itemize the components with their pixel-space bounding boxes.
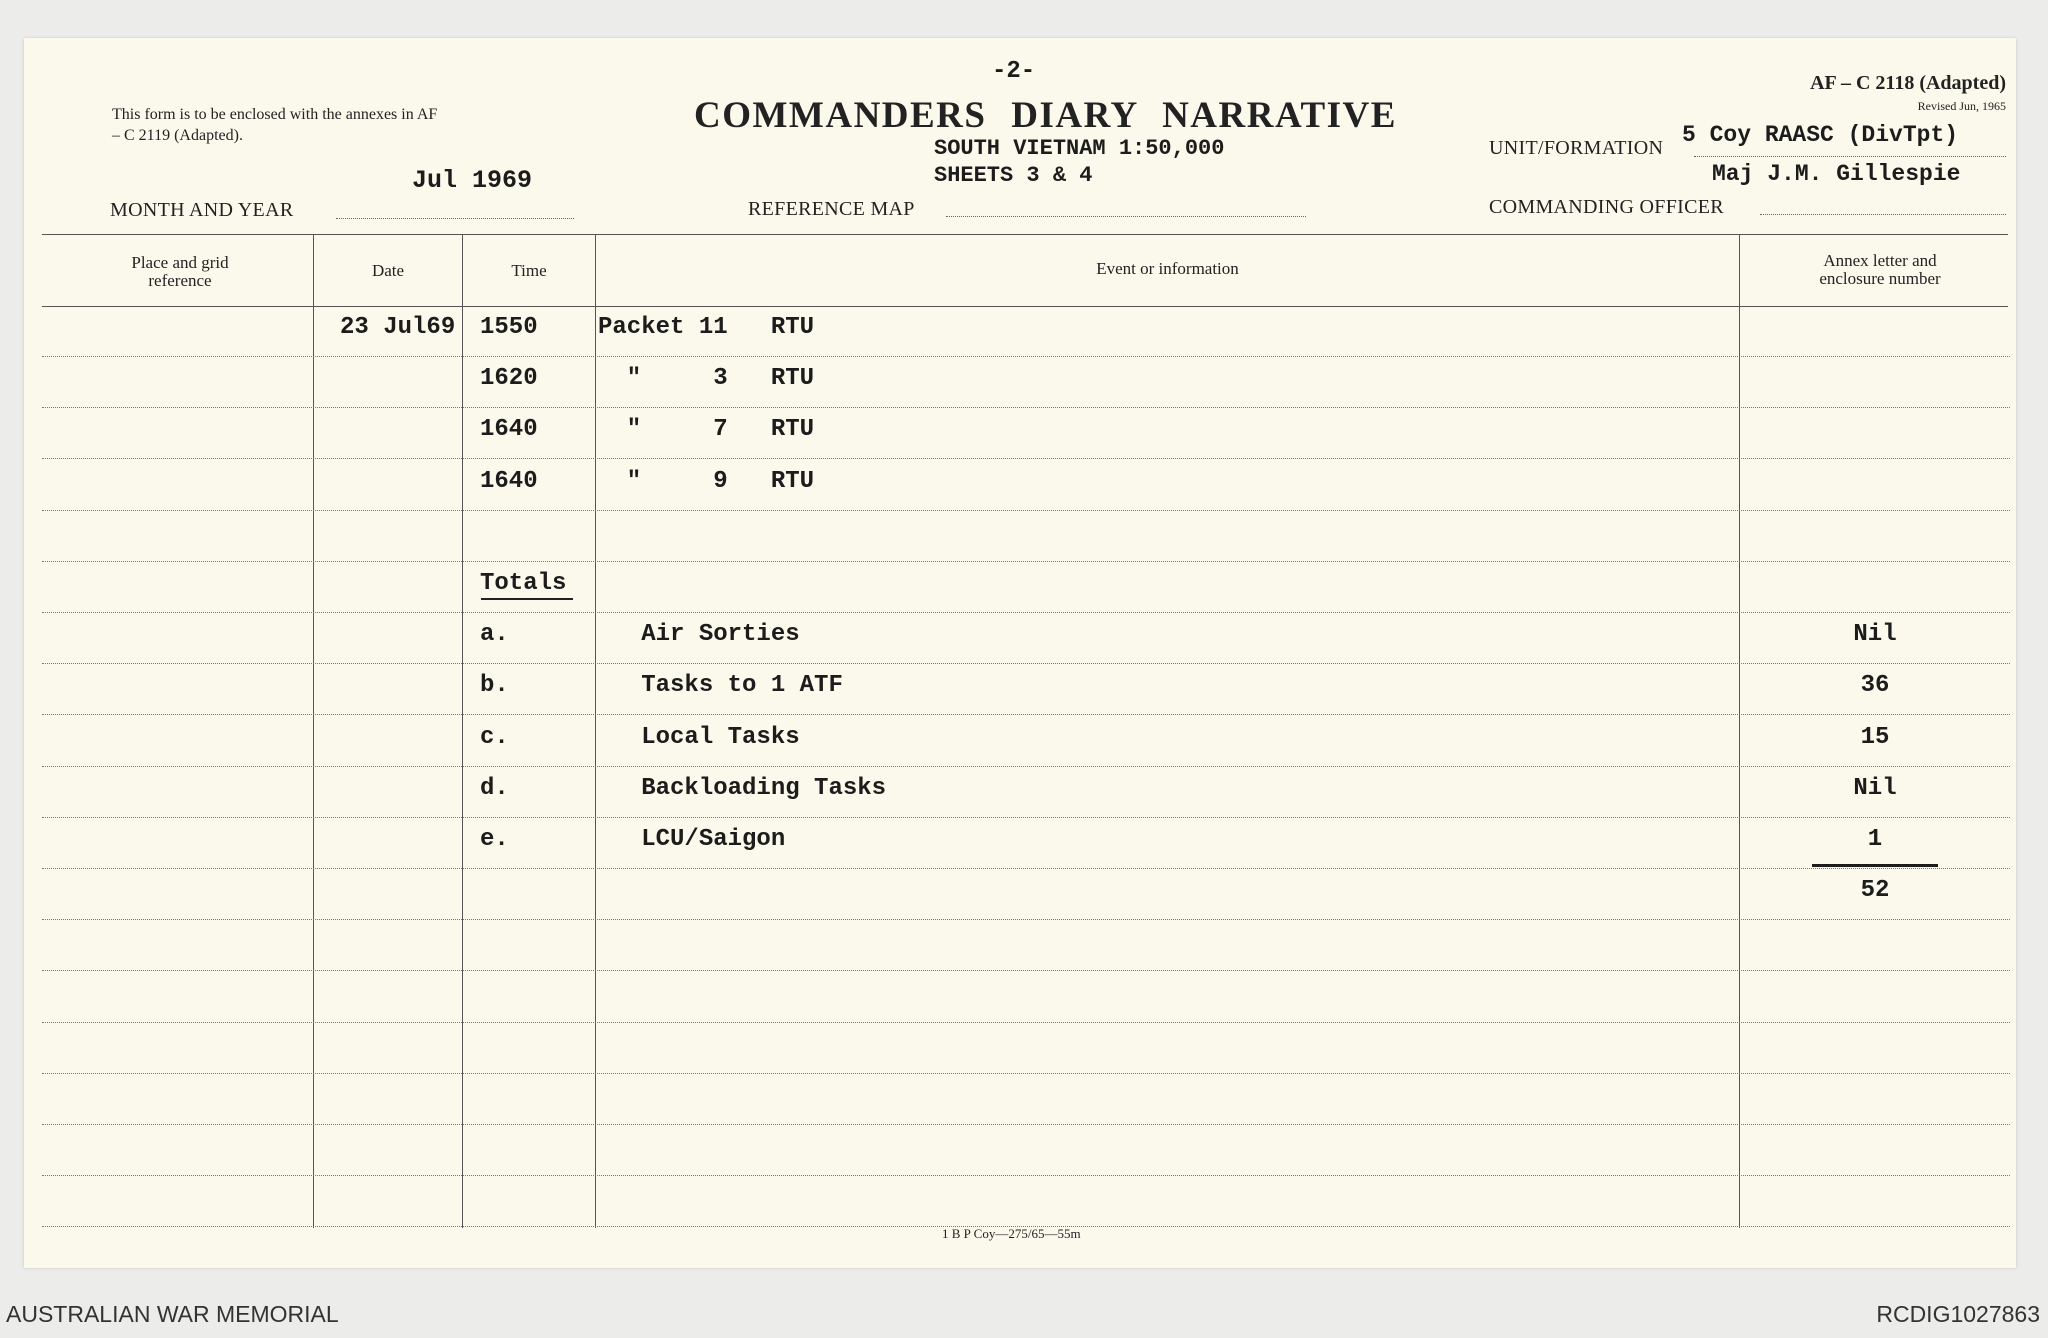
- row-rule: [42, 1124, 2010, 1125]
- row-event: Packet 11 RTU: [598, 314, 815, 341]
- row-time: d.: [480, 775, 509, 802]
- form-note: This form is to be enclosed with the annexes in AF – C 2119 (Adapted).: [112, 106, 438, 144]
- table-top-rule: [42, 234, 2008, 235]
- co-line: [1760, 214, 2006, 215]
- co-value: Maj J.M. Gillespie: [1712, 161, 1961, 187]
- row-rule: [42, 356, 2010, 357]
- form-title: COMMANDERS DIARY NARRATIVE: [694, 95, 1397, 136]
- row-time: b.: [480, 672, 509, 699]
- column-header-event: Event or information: [1096, 259, 1239, 278]
- row-rule: [42, 868, 2010, 869]
- reference-map-line2: SHEETS 3 & 4: [934, 163, 1093, 188]
- row-event: " 7 RTU: [598, 416, 815, 443]
- column-header-place: Place and grid reference: [131, 253, 229, 290]
- column-header-annex: Annex letter and enclosure number: [1819, 251, 1941, 288]
- row-event: " 9 RTU: [598, 468, 815, 495]
- row-time: a.: [480, 621, 509, 648]
- row-time: 1640: [480, 416, 538, 443]
- month-year-value: Jul 1969: [412, 166, 533, 195]
- row-event: Backloading Tasks: [598, 775, 887, 802]
- row-rule: [42, 612, 2010, 613]
- row-annex: 36: [1860, 672, 1890, 699]
- reference-map-line1: SOUTH VIETNAM 1:50,000: [934, 136, 1225, 161]
- row-event: " 3 RTU: [598, 365, 815, 392]
- form-revised: Revised Jun, 1965: [1917, 99, 2006, 113]
- table-header-rule: [42, 306, 2008, 307]
- page-number: -2-: [992, 58, 1036, 85]
- co-label: COMMANDING OFFICER: [1489, 196, 1724, 218]
- form-sheet: [24, 38, 2016, 1268]
- column-header-time: Time: [511, 261, 547, 280]
- row-rule: [42, 561, 2010, 562]
- row-time: 1550: [480, 314, 538, 341]
- row-rule: [42, 714, 2010, 715]
- row-rule: [42, 407, 2010, 408]
- unit-label: UNIT/FORMATION: [1489, 137, 1664, 159]
- row-rule: [42, 1175, 2010, 1176]
- column-divider-date: [313, 234, 314, 1228]
- row-annex: 1: [1867, 826, 1883, 853]
- row-rule: [42, 970, 2010, 971]
- row-date: 23 Jul69: [340, 314, 456, 341]
- row-annex: Nil: [1853, 775, 1897, 802]
- column-header-date: Date: [371, 261, 405, 280]
- row-annex: 52: [1860, 877, 1890, 904]
- row-rule: [42, 1073, 2010, 1074]
- row-time: 1620: [480, 365, 538, 392]
- column-divider-event: [595, 234, 596, 1228]
- sum-rule: [1812, 864, 1938, 867]
- row-event: Tasks to 1 ATF: [598, 672, 843, 699]
- reference-map-line: [946, 216, 1306, 217]
- row-annex: Nil: [1853, 621, 1897, 648]
- reference-map-label: REFERENCE MAP: [748, 198, 915, 220]
- row-rule: [42, 766, 2010, 767]
- row-rule: [42, 458, 2010, 459]
- unit-value: 5 Coy RAASC (DivTpt): [1682, 122, 1959, 148]
- row-rule: [42, 1022, 2010, 1023]
- printer-imprint: 1 B P Coy—275/65—55m: [942, 1226, 1081, 1241]
- row-rule: [42, 663, 2010, 664]
- row-time: e.: [480, 826, 509, 853]
- archive-source: AUSTRALIAN WAR MEMORIAL: [6, 1301, 339, 1327]
- row-rule: [42, 919, 2010, 920]
- row-time: Totals: [480, 570, 567, 597]
- archive-id: RCDIG1027863: [1876, 1301, 2040, 1327]
- unit-line: [1694, 156, 2006, 157]
- month-year-label: MONTH AND YEAR: [110, 199, 294, 221]
- row-annex: 15: [1860, 724, 1890, 751]
- row-rule: [42, 817, 2010, 818]
- column-divider-time: [462, 234, 463, 1228]
- row-rule: [42, 510, 2010, 511]
- form-id: AF – C 2118 (Adapted): [1810, 72, 2006, 94]
- totals-underline: [481, 598, 573, 600]
- month-year-line: [336, 218, 574, 219]
- row-event: Air Sorties: [598, 621, 800, 648]
- row-time: 1640: [480, 468, 538, 495]
- row-time: c.: [480, 724, 509, 751]
- row-event: LCU/Saigon: [598, 826, 786, 853]
- row-event: Local Tasks: [598, 724, 800, 751]
